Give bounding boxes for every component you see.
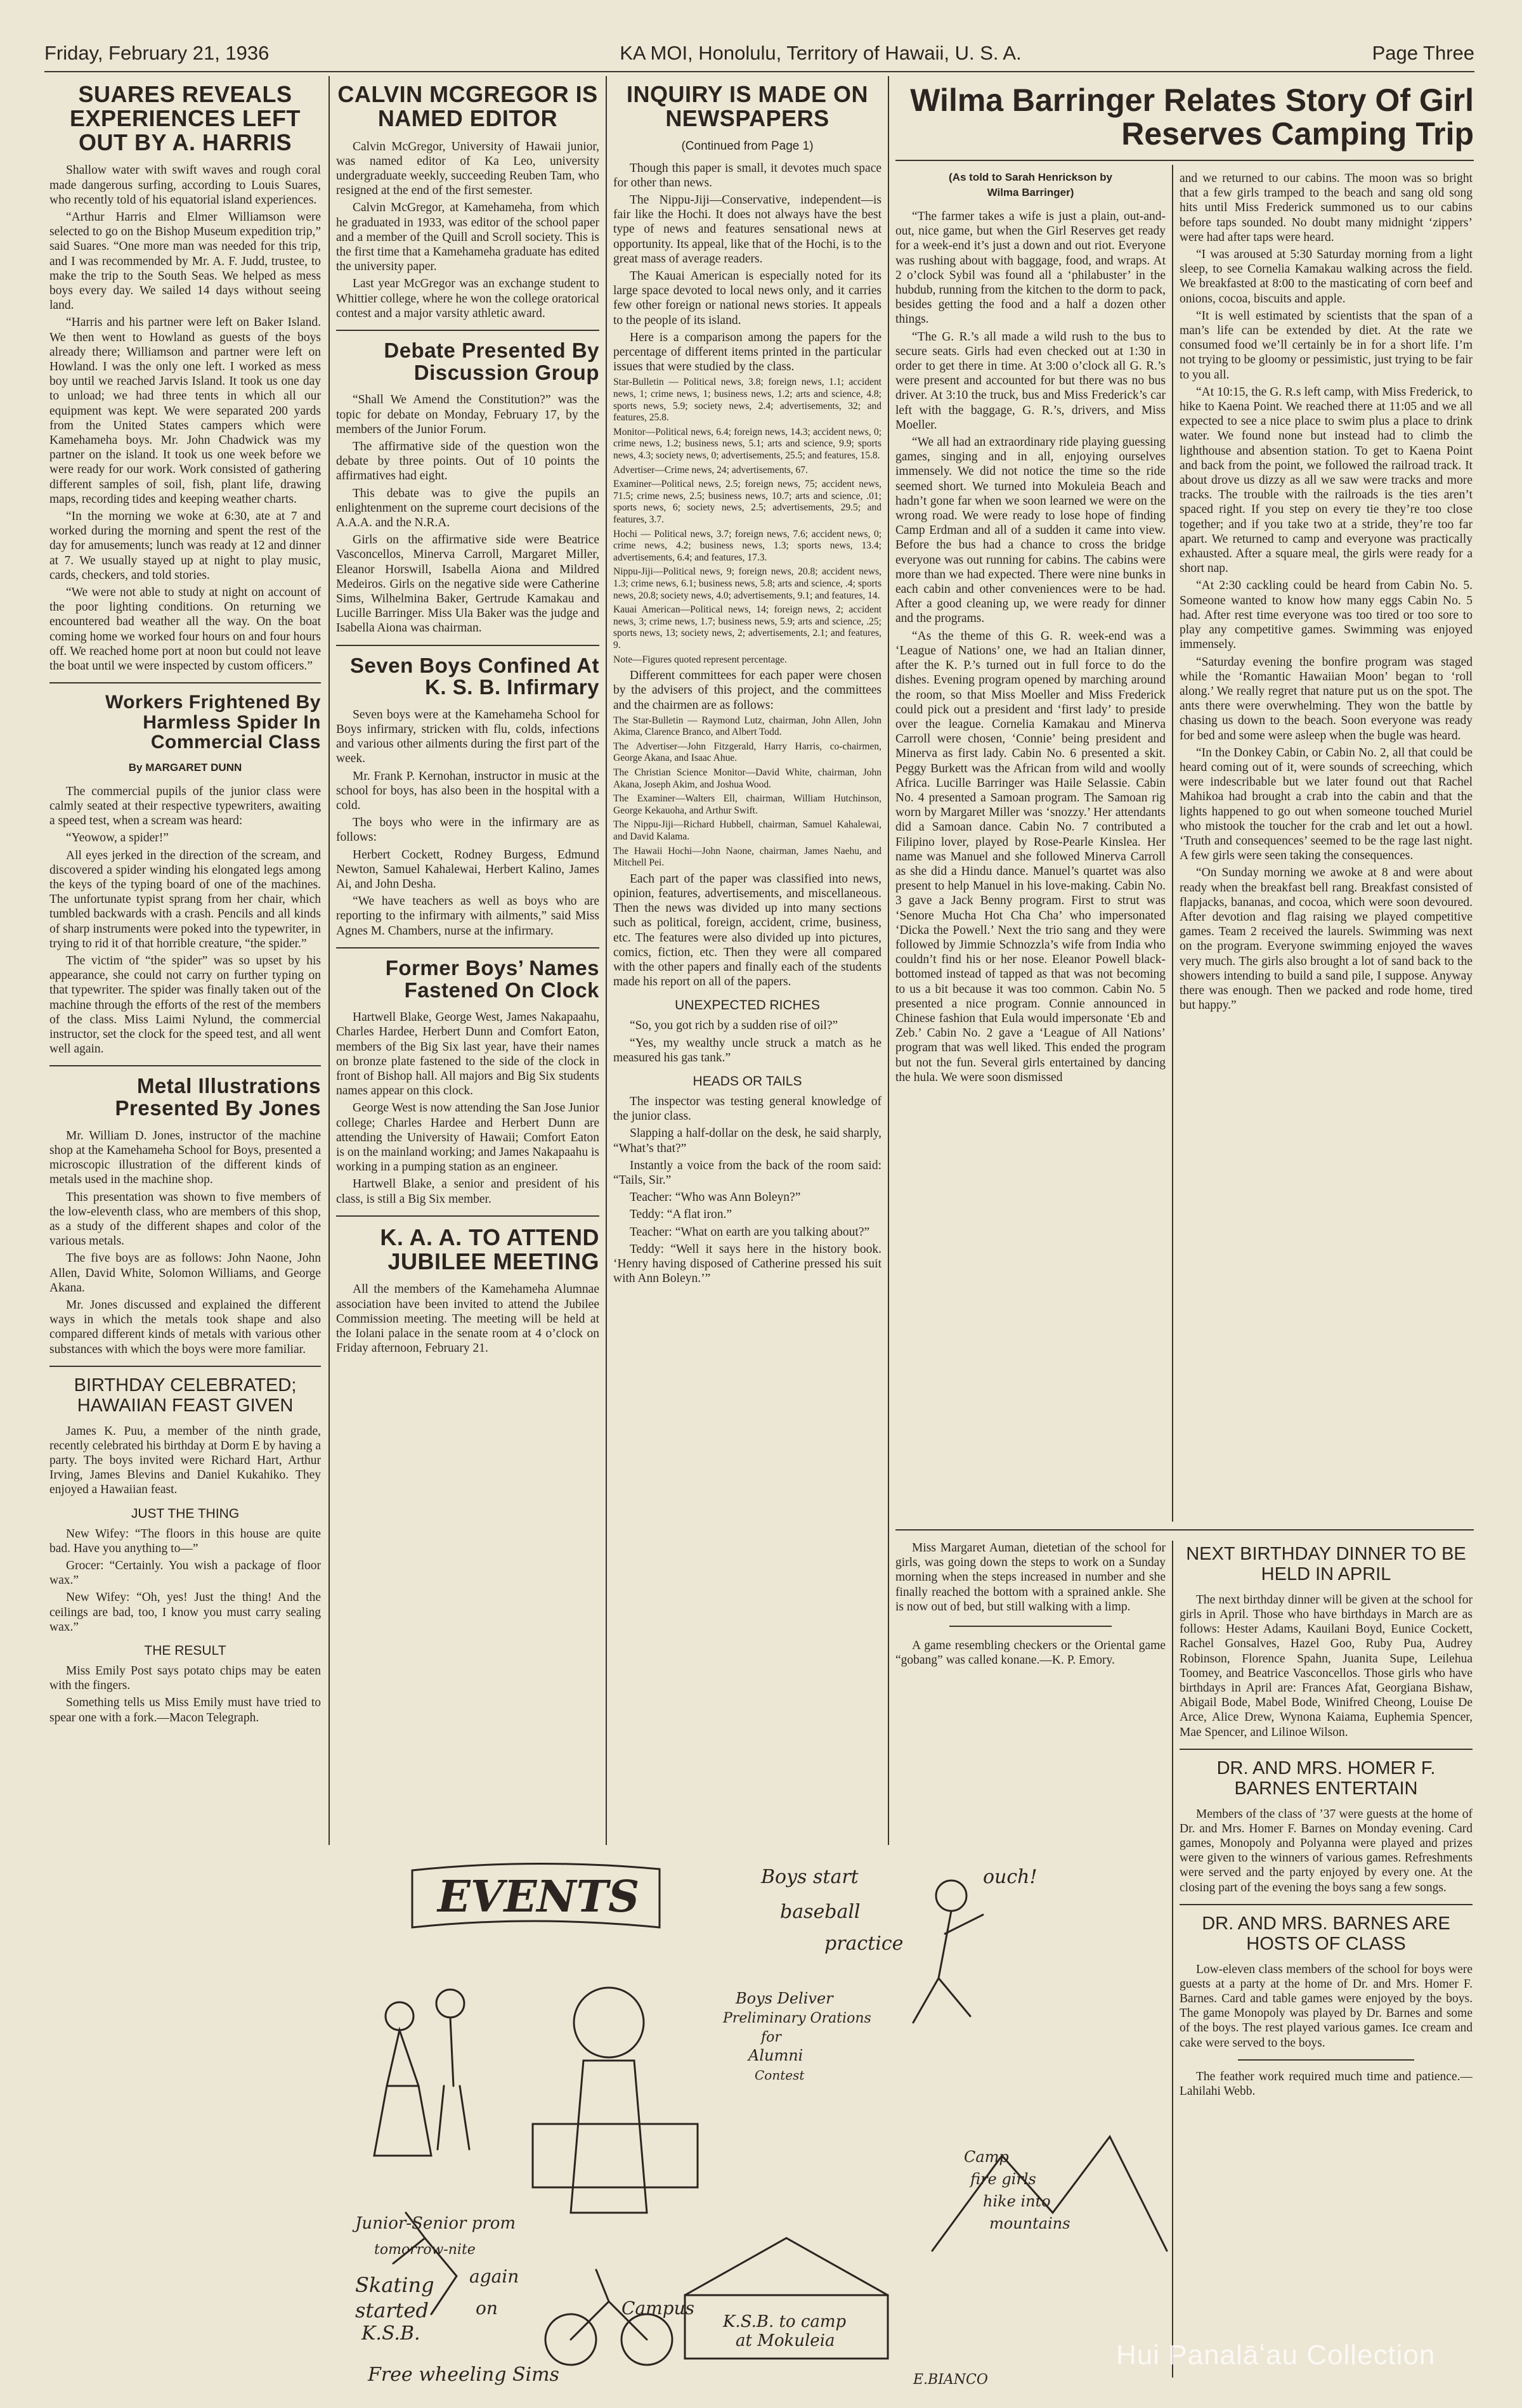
column-rule-1: [328, 76, 330, 1845]
paragraph: The affirmative side of the question won the debate by three points. Out of 10 points the affirmatives had eight.: [336, 439, 599, 483]
paragraph: Each part of the paper was classified into news, opinion, features, advertisements, and miscellaneous. Then the news was divided up into many sections such as political, foreign, accident, crime, business, etc. The features were also divided up into pictures, comics, fiction, etc. Then they were all compared with the other papers and finally each of the students made his report on all of the papers.: [613, 872, 881, 989]
cartoon-caption: Campus: [621, 2298, 694, 2319]
paragraph: Mr. William D. Jones, instructor of the machine shop at the Kamehameha School for Boys, presented a microscopic illustration of the different kinds of metals used in the machine shop.: [49, 1129, 321, 1187]
dancer-figure-icon: [438, 2017, 469, 2149]
article-divider: [49, 1366, 321, 1367]
article-kaa: [336, 1226, 599, 1356]
paragraph: Teddy: “A flat iron.”: [630, 1208, 732, 1222]
paragraph: Though this paper is small, it devotes much space for other than news.: [613, 161, 881, 190]
article-seven-boys: [336, 655, 599, 938]
paragraph: “I was aroused at 5:30 Saturday morning from a light sleep, to see Cornelia Kamakau walking across the field. We breakfasted at 8:00 to the masticating of corn beef and onions, cocoa, biscuits and apple.: [1180, 248, 1473, 306]
stat-line: Star-Bulletin — Political news, 3.8; foreign news, 1.1; accident news, 1; crime news, 1; business news, 1.2; arts and science, 4.8; sports news, 5.9; society news, 2.4; advertisements, 32; and features, 25.8.: [613, 377, 881, 424]
speaker-head-icon: [574, 1988, 644, 2057]
cartoon-caption: Alumni: [748, 2047, 803, 2064]
paragraph: Calvin McGregor, at Kamehameha, from which he graduated in 1933, was editor of the school paper and a member of the Quill and Scroll society. This is the first time that a Kamehameha graduate has edited the university paper.: [336, 201, 599, 274]
paragraph: Instantly a voice from the back of the room said: “Tails, Sir.”: [613, 1158, 881, 1188]
cartoon-caption: fire girls: [970, 2170, 1036, 2188]
artist-signature: E.BIANCO: [913, 2372, 988, 2388]
paragraph: “In the Donkey Cabin, or Cabin No. 2, all that could be heard coming out of it, were sounds of screeching, which were indescribable but we later found out that Rachel Mahikoa had brought a crab into the cabin and that the lights happened to go out when someone touched Muriel who mistook the toucher for the crab and let out a howl. ‘Truth and consequences’ seemed to be the rage last night. A few girls were seen taking the consequences.: [1180, 746, 1473, 863]
paragraph: “At 10:15, the G. R.s left camp, with Miss Frederick, to hike to Kaena Point. We reached there at 11:05 and we all expected to see a nice place to swim plus a place to drink water. We found none but instead had to climb the lighthouse and absention station. To get to Kaena Point and back from the point, we followed the railroad track. It about drove us dizzy as all we saw were tracks and more tracks. The trouble with the railroads is the ties aren’t spaced right. If you step on every tie they’re too close together; and if you take two at a stride, they’re too far apart. We returned to camp and everyone was practically exhausted. After a square meal, the girls were ready for a short nap.: [1180, 385, 1473, 576]
paragraph: “Yeowow, a spider!”: [66, 831, 169, 845]
article-body: [49, 163, 321, 673]
section-rule: [895, 1529, 1474, 1531]
article-divider: [1180, 1749, 1473, 1750]
paragraph: Calvin McGregor, University of Hawaii junior, was named editor of Ka Leo, university undergraduate weekly, succeeding Reuben Tam, who resigned at the end of the first semester.: [336, 139, 599, 198]
paragraph: Something tells us Miss Emily must have tried to spear one with a fork.—Macon Telegraph.: [49, 1696, 321, 1725]
article-divider: [49, 1065, 321, 1066]
cartoon-caption: ouch!: [983, 1866, 1037, 1888]
committee-line: The Christian Science Monitor—David White, chairman, John Akana, Joseph Akim, and Joshua Wood.: [613, 767, 881, 790]
cartoon-caption: hike into: [983, 2192, 1051, 2210]
headline: SUARES REVEALS EXPERIENCES LEFT OUT BY A. HARRIS: [69, 82, 301, 155]
paragraph: “So, you got rich by a sudden rise of oil?”: [630, 1019, 838, 1033]
issue-date: Friday, February 21, 1936: [44, 42, 270, 64]
column-1: [49, 82, 321, 2390]
page-number: Page Three: [1372, 42, 1474, 64]
article-workers: [49, 692, 321, 1056]
cartoon-caption: mountains: [989, 2215, 1070, 2232]
article-divider: [1180, 1904, 1473, 1905]
committee-line: The Examiner—Walters Ell, chairman, William Hutchinson, George Kekauoha, and Arthur Swift.: [613, 793, 881, 816]
article-the-result: [49, 1643, 321, 1725]
paragraph: Teacher: “Who was Ann Boleyn?”: [630, 1191, 801, 1205]
paragraph: “As the theme of this G. R. week-end was a ‘League of Nations’ one, we had an Italian dinner, after the K. P.’s turned out in full force to do the dishes. Evening program opened by marching around the room, so that Miss Moeller and Miss Frederick could pick out a president and ‘first lady’ to preside over the league. Cornelia Kamakau and Minerva Carroll were chosen, ‘Connie’ being president and Minerva as first lady. Cabin No. 6 presented a skit. Peggy Burkett was the African from wild and woolly Africa. Lucille Barringer was Haile Selassie. Cabin No. 4 presented a Samoan program. The Samoan rig worn by Margaret Miller was ‘snozzy.’ Her attendants did a Samoan dance. Cabin No. 7 contributed a Filipino lover, played by Rose-Pearle Kinslea. Her name was Manuel and she followed Minerva Carroll as she did a Hindu dance. Manuel’s quartet was also present to help Manuel in his love-making. Cabin No. 3 gave a Jack Benny program. First to strut was ‘Senore Mucha Hot Cha Cha’ who impersonated ‘Dicka the Powell.’ Next the trio sang and they were followed by Jimmie Schnozzla’s wife from India who couldn’t find his or her nose. Eleanor Powell black-bottomed instead of tapped as that was not becoming to us a bit because it was too common. Cabin No. 5 presented a nice program. Connie announced in Chinese fashion that Eula would impersonate ‘Eb and Zeb.’ Cabin No. 2 gave a ‘League of All Nations’ program that was well liked. This ended the program but not the fun. Several girls entertained by dancing the hula. We were soon dismissed: [895, 629, 1166, 1084]
cartoon-linework: [374, 1863, 1167, 2365]
committee-line: The Nippu-Jiji—Richard Hubbell, chairman, Samuel Kahalewai, and David Kalama.: [613, 819, 881, 843]
headline-rule: [895, 160, 1474, 161]
masthead: [44, 39, 1474, 67]
article-divider: [336, 330, 599, 331]
short-divider: [1238, 2059, 1414, 2061]
headline: Metal Illustrations Presented By Jones: [115, 1074, 321, 1120]
cartoon-caption: at Mokuleia: [736, 2331, 835, 2350]
article-suares: [49, 82, 321, 673]
subhead: HEADS OR TAILS: [693, 1074, 802, 1089]
paragraph: Hartwell Blake, George West, James Nakapaahu, Charles Hardee, Herbert Dunn and Comfort Eaton, members of the Big Six last year, have their names on bronze plate fastened to the side of the clock in front of Bishop hall. All majors and Big Six students names appear on this clock.: [336, 1011, 599, 1098]
dancer-head-icon: [436, 1990, 464, 2017]
paragraph: “We were not able to study at night on account of the poor lighting conditions. On returning we encountered bad weather all the way. On the boat coming home we worked four hours on and four hours off. We reached home port at noon but could not leave the boat until we were inspected by custom officers.”: [49, 586, 321, 673]
paragraph: “Saturday evening the bonfire program was staged while the ‘Romantic Hawaiian Moon’ began to ‘roll along.’ We really regret that nature put us on the spot. The ants there were overwhelming. They won the battle by chasing us down to the beach. Soon everyone was ready for bed and some were asleep when the bugle was heard.: [1180, 655, 1473, 742]
paper-name: KA MOI, Honolulu, Territory of Hawaii, U. S. A.: [620, 42, 1022, 64]
column-rule-4: [1172, 165, 1173, 1522]
short-divider: [949, 1626, 1112, 1627]
dancer-head-icon: [386, 2002, 413, 2030]
paragraph: “Shall We Amend the Constitution?” was the topic for debate on Monday, February 17, by the members of the Junior Forum.: [336, 393, 599, 436]
column-3: [613, 82, 881, 1845]
article-divider: [336, 947, 599, 948]
paragraph: This debate was to give the pupils an enlightenment on the supreme court decisions of the A.A.A. and the N.R.A.: [336, 486, 599, 529]
paragraph: The commercial pupils of the junior class were calmly seated at their respective typewriters, awaiting a speed test, when a scream was heard:: [49, 784, 321, 828]
paragraph: The inspector was testing general knowledge of the junior class.: [613, 1095, 881, 1123]
paragraph: The Nippu-Jiji—Conservative, independent—is fair like the Hochi. It does not always have the best type of news and features sensational news at opportunity. Its appeal, like that of the Hochi, is to the great mass of average readers.: [613, 193, 881, 266]
headline: BIRTHDAY CELEBRATED; HAWAIIAN FEAST GIVEN: [74, 1375, 297, 1416]
article-divider: [336, 1215, 599, 1217]
cartoon-caption: K.S.B. to camp: [723, 2312, 847, 2331]
paragraph: Herbert Cockett, Rodney Burgess, Edmund Newton, Samuel Kahalewai, Herbert Kalino, James Ai, and John Desha.: [336, 848, 599, 891]
stat-line: Examiner—Political news, 2.5; foreign news, 75; accident news, 71.5; crime news, 2.5; business news, 10.7; arts and science, .01; sports news, 6; society news, 2.5; advertisements, 29.5; and features, 3.7.: [613, 479, 881, 525]
headline: DR. AND MRS. BARNES ARE HOSTS OF CLASS: [1202, 1913, 1450, 1954]
dancer-dress-icon: [374, 2030, 431, 2156]
committee-line: The Advertiser—John Fitzgerald, Harry Harris, co-chairmen, George Akana, and Isaac Ahue.: [613, 741, 881, 764]
ball-player-head-icon: [936, 1880, 966, 1911]
paragraph: A game resembling checkers or the Oriental game “gobang” was called konane.—K. P. Emory.: [895, 1639, 1166, 1667]
paragraph: Teacher: “What on earth are you talking about?”: [630, 1225, 870, 1239]
cartoon-title: EVENTS: [438, 1872, 640, 1922]
article-debate: [336, 340, 599, 636]
ball-player-icon: [913, 1911, 983, 2023]
paragraph: “In the morning we woke at 6:30, ate at 7 and worked during the morning and spent the rest of the day for amusements; lunch was ready at 12 and dinner at 7. We usually stayed up at night to play music, cards, checkers, and told stories.: [49, 510, 321, 582]
paragraph: “Arthur Harris and Elmer Williamson were selected to go on the Bishop Museum expedition trip,” said Suares. “One more man was needed for this trip, and I was recommended by Mr. A. F. Judd, trustee, to make the trip to the South Seas. We helped as mess boys every day. We sailed 14 days without seeing land.: [49, 210, 321, 313]
paragraph: Last year McGregor was an exchange student to Whittier college, where he won the college oratorical contest and a major varsity athletic award.: [336, 277, 599, 320]
cartoon-caption: baseball: [780, 1901, 861, 1923]
byline: By MARGARET DUNN: [128, 761, 242, 774]
paragraph: New Wifey: “Oh, yes! Just the thing! And the ceilings are bad, too, I know you must carry sealing wax.”: [49, 1591, 321, 1634]
cartoon-caption: practice: [824, 1932, 904, 1955]
column-right-bottom: [1180, 1541, 1473, 2378]
paragraph: and we returned to our cabins. The moon was so bright that a few girls tramped to the beach and sang old song hits until Miss Frederick summoned us to our cabins before taps sounded. No doubt many midnight ‘zippers’ were had after taps were heard.: [1180, 172, 1473, 244]
stat-line: Monitor—Political news, 6.4; foreign news, 14.3; accident news, 0; crime news, 1.2; business news, 5.1; arts and science, 9.9; sports news, 4.3; society news, 0; advertisements, 25.5; and features, 15.8.: [613, 426, 881, 461]
subhead: THE RESULT: [144, 1643, 226, 1658]
wilma-headline-box: [895, 84, 1474, 160]
article-inquiry: [613, 82, 881, 989]
column-rule-2: [606, 76, 607, 1845]
cartoon-caption: Skating: [355, 2273, 434, 2297]
article-divider: [49, 682, 321, 683]
article-auman: [895, 1541, 1166, 1845]
paragraph: Hartwell Blake, a senior and president of his class, is still a Big Six member.: [336, 1177, 599, 1206]
committee-line: The Star-Bulletin — Raymond Lutz, chairman, John Allen, John Akima, Clarence Branco, and Albert Todd.: [613, 715, 881, 738]
stat-line: Hochi — Political news, 3.7; foreign news, 7.6; accident news, 0; crime news, 4.2; business news, 1.3; sports news, 13.4; advertisements, 6.4; and features, 17.3.: [613, 528, 881, 563]
column-rule-3: [888, 76, 889, 1845]
paragraph: “The farmer takes a wife is just a plain, out-and-out, nice game, but when the Girl Reserves get ready for a week-end it’s just a down and out riot. Everyone was rushing about with baggage, food, and wraps. At 2 o’clock Sybil was found all a ‘philabuster’ in the hubdub, running from the kitchen to the dorm to pack, besides getting the food and a half a dozen other things.: [895, 210, 1166, 327]
subhead: UNEXPECTED RICHES: [675, 998, 820, 1013]
headline: DR. AND MRS. HOMER F. BARNES ENTERTAIN: [1216, 1757, 1436, 1799]
stat-line: Nippu-Jiji—Political news, 9; foreign news, 20.8; accident news, 1.3; crime news, 6.1; business news, 5.8; arts and science, .4; sports news, 20.8; society news, 4.0; advertisements, 9.1; and features, 14.: [613, 566, 881, 601]
podium-icon: [533, 2124, 698, 2187]
cartoon-caption: again: [469, 2266, 519, 2287]
paragraph: “On Sunday morning we awoke at 8 and were about ready when the breakfast bell rang. Breakfast consisted of flapjacks, bananas, and cocoa, which were soon devoured. After devotion and flag raising we played competitive games. Team 2 received the laurels. Swimming was next on the program. Everyone swimming enjoyed the waves very much. The girls also brought a lot of sand back to the showers intending to build a sand pile, I suppose. Anyway there was enough. Then we packed and rode home, tired but happy.”: [1180, 866, 1473, 1013]
wilma-column-2: [1180, 171, 1473, 1522]
paragraph: Here is a comparison among the papers for the percentage of different items printed in the particular issues that were studied by the class.: [613, 330, 881, 374]
stat-line: Note—Figures quoted represent percentage.: [613, 654, 787, 665]
cartoon-caption: Contest: [755, 2068, 805, 2083]
collection-watermark: Hui Panalāʻau Collection: [1116, 2340, 1436, 2371]
paragraph: Teddy: “Well it says here in the history book. ‘Henry having disposed of Catherine pressed his suit with Ann Boleyn.’”: [613, 1242, 881, 1286]
article-heads-or-tails: [613, 1074, 881, 1286]
article-calvin: [336, 82, 599, 321]
subhead: JUST THE THING: [131, 1506, 240, 1521]
paragraph: Miss Emily Post says potato chips may be eaten with the fingers.: [49, 1664, 321, 1693]
article-metal: [49, 1075, 321, 1356]
cartoon-caption: Boys Deliver: [736, 1990, 833, 2007]
headline: Debate Presented By Discussion Group: [384, 339, 599, 384]
paragraph: The victim of “the spider” was so upset by his appearance, she could not carry on further typing on that typewriter. The spider was finally taken out of the machine through the efforts of the rest of the members of the class. Miss Laimi Nylund, the commercial instructor, set the clock for the speed test, and all went well again.: [49, 954, 321, 1056]
stat-line: Advertiser—Crime news, 24; advertisements, 67.: [613, 464, 808, 476]
article-just-the-thing: [49, 1506, 321, 1634]
headline: Wilma Barringer Relates Story Of Girl Reserves Camping Trip: [910, 84, 1474, 152]
paragraph: James K. Puu, a member of the ninth grade, recently celebrated his birthday at Dorm E by having a party. The boys invited were Richard Hart, Arthur Irving, James Blevins and Daniel Kukahiko. They enjoyed a Hawaiian feast.: [49, 1424, 321, 1497]
headline: NEXT BIRTHDAY DINNER TO BE HELD IN APRIL: [1186, 1544, 1466, 1584]
paragraph: “We have teachers as well as boys who are reporting to the infirmary with ailments,” said Miss Agnes M. Chambers, nurse at the infirmary.: [336, 895, 599, 938]
paragraph: Shallow water with swift waves and rough coral made dangerous surfing, according to Louis Suares, who recently told of his equatorial island experiences.: [49, 164, 321, 207]
paragraph: This presentation was shown to five members of the low-eleventh class, who are members of this shop, as a study of the different shapes and color of the various metals.: [49, 1190, 321, 1248]
paragraph: Miss Margaret Auman, dietetian of the school for girls, was going down the steps to work on a Sunday morning when the steps increased in number and she finally reached the bottom with a sprained ankle. She is now out of bed, but still walking with a limp.: [895, 1541, 1166, 1614]
committee-line: The Hawaii Hochi—John Naone, chairman, James Naehu, and Mitchell Pei.: [613, 845, 881, 869]
cartoon-caption: Free wheeling Sims: [368, 2364, 559, 2386]
paragraph: “The G. R.’s all made a wild rush to the bus to secure seats. Girls had even checked out at 1:30 in order to get there in time. At 3:00 o’clock all G. R.’s were present and accounted for but there was no bus driver. At 3:10 the truck, bus and Miss Frederick’s car left with the baggage, G. R.’s, drivers, and Miss Moeller.: [895, 330, 1166, 432]
article-divider: [336, 645, 599, 646]
stat-line: Kauai American—Political news, 14; foreign news, 2; accident news, 3; crime news, 1.7; business news, 5.9; arts and science, .25; sports news, 13; society news, 2; advertisements, 2.1; and features, 9.: [613, 604, 881, 651]
speaker-body-icon: [571, 2061, 647, 2213]
paragraph: Slapping a half-dollar on the desk, he said sharply, “What’s that?”: [613, 1127, 881, 1155]
article-next-birthday: [1180, 1544, 1473, 1740]
article-homer-barnes: [1180, 1759, 1473, 1895]
headline: Former Boys’ Names Fastened On Clock: [385, 955, 599, 1002]
column-2: [336, 82, 599, 1845]
paragraph: All the members of the Kamehameha Alumnae association have been invited to attend the Jubilee Commission meeting. The meeting will be held at the Iolani palace in the senate room at 4 o’clock on Friday afternoon, February 21.: [336, 1283, 599, 1356]
paragraph: “Harris and his partner were left on Baker Island. We then went to Howland as guests of the boys already there; Williamson and partner were left on Howland. I was the only one left. I worked as mess boy until we reached Jarvis Island. It took us one day to unload; we had three tents in which all our equipment was kept. We were separated 200 yards from the United States campers which were Kamehameha boys. Mr. John Chadwick was my partner on the island. It took us one week before we were ready for our work. Work consisted of gathering different samples of soil, fish, plant life, drawing maps, recording tides and keeping weather charts.: [49, 316, 321, 506]
paragraph: Members of the class of ’37 were guests at the home of Dr. and Mrs. Homer F. Barnes on Monday evening. Card games, Monopoly and Polyanna were played and prizes were given to the winners of various games. Refreshments were served and the party enjoyed by every one. At the closing part of the evening the boys sang a few songs.: [1180, 1807, 1473, 1894]
wilma-column-1: [895, 171, 1166, 1522]
article-barnes-hosts: [1180, 1914, 1473, 2099]
masthead-rule: [44, 71, 1474, 72]
cartoon-caption: Junior-Senior prom: [355, 2214, 516, 2233]
headline: Seven Boys Confined At K. S. B. Infirmary: [350, 653, 599, 699]
headline: Workers Frightened By Harmless Spider In Commercial Class: [105, 692, 321, 753]
paragraph: Different committees for each paper were chosen by the advisers of this project, and the committees and the chairmen are as follows:: [613, 669, 881, 712]
headline: K. A. A. TO ATTEND JUBILEE MEETING: [380, 1224, 599, 1274]
paragraph: “At 2:30 cackling could be heard from Cabin No. 5. Someone wanted to know how many eggs Cabin No. 5 had. After rest time everyone was too tired or too sore to play any competitive games. Swimming was enjoyed immensely.: [1180, 579, 1473, 652]
paragraph: The next birthday dinner will be given at the school for girls in April. Those who have birthdays in March are as follows: Hester Adams, Kauilani Boyd, Eunice Cockett, Rachel Gonsalves, Hazel Goo, Ruby Pua, Audrey Robinson, Florence Spahn, Juanita Supe, Leilehua Toomey, and Beatrice Vasconcellos. Those girls who have birthdays in April are: Frances Afat, Georgiana Bishaw, Abigail Bode, Mabel Bode, Winifred Cheong, Louise De Arce, Alice Drew, Wynona Kaiama, Euphemia Spencer, Mae Spencer, and Lilinoe Wilson.: [1180, 1593, 1473, 1739]
cartoon-caption: Boys start: [761, 1866, 859, 1888]
headline: INQUIRY IS MADE ON NEWSPAPERS: [626, 82, 869, 131]
paragraph: The five boys are as follows: John Naone, John Allen, David White, Solomon Williams, and George Akana.: [49, 1252, 321, 1295]
byline: (As told to Sarah Henrickson by: [949, 171, 1112, 183]
events-cartoon: [342, 1858, 1173, 2390]
byline: Wilma Barringer): [987, 186, 1074, 198]
paragraph: Girls on the affirmative side were Beatrice Vasconcellos, Minerva Carroll, Margaret Miller, Eleanor Horswill, Isabella Aiona and Mildred Medeiros. Girls on the negative side were Catherine Sims, Wilhelmina Baker, Gertrude Kamakau and Lucille Barringer. Miss Ula Baker was the judge and Isabella Aiona was chairman.: [336, 533, 599, 635]
cartoon-caption: K.S.B.: [361, 2322, 420, 2345]
paragraph: The Kauai American is especially noted for its large space devoted to local news only, and it carries few other foreign or national news stories. It appeals to the people of its island.: [613, 269, 881, 327]
paragraph: “We all had an extraordinary ride playing guessing games, singing and in all, enjoying ourselves immensely. We did not notice the time so the ride seemed short. We turned into Mokuleia Beach and hadn’t gone far when we soon learned we were on the wrong road. We were ready to lose hope of finding Camp Erdman and all of a sudden it came into view. Before the bus had a chance to cross the bridge everyone was out running for cabins. The cabins were more than we had expected. There were nine bunks in each cabin and other conveniences were to be had. After a good cleaning up, we were ready for dinner and the programs.: [895, 436, 1166, 626]
cartoon-caption: Camp: [964, 2148, 1009, 2166]
paragraph: “Yes, my wealthy uncle struck a match as he measured his gas tank.”: [613, 1036, 881, 1065]
paragraph: New Wifey: “The floors in this house are quite bad. Have you anything to—”: [49, 1527, 321, 1555]
cartoon-caption: started: [355, 2298, 429, 2322]
continued-note: (Continued from Page 1): [681, 139, 814, 153]
article-birthday: [49, 1376, 321, 1498]
paragraph: “It is well estimated by scientists that the span of a man’s life can be extended by diet. At the rate we consumed food we’ll certainly be in for a short life. I’m not trying to be gloomy or pessimistic, just trying to be fair to you all.: [1180, 309, 1473, 382]
paragraph: The feather work required much time and patience.—Lahilahi Webb.: [1180, 2069, 1473, 2099]
paragraph: Seven boys were at the Kamehameha School for Boys infirmary, stricken with flu, colds, infections and various other ailments during the first part of the week.: [336, 708, 599, 766]
cartoon-caption: Preliminary Orations: [723, 2010, 871, 2026]
cartoon-caption: for: [761, 2029, 781, 2045]
cartoon-caption: on: [476, 2298, 498, 2319]
paragraph: Mr. Frank P. Kernohan, instructor in music at the school for boys, has also been in the hospital with a cold.: [336, 769, 599, 813]
headline: CALVIN MCGREGOR IS NAMED EDITOR: [337, 82, 598, 131]
paragraph: Mr. Jones discussed and explained the different ways in which the metals took shape and also compared different kinds of metals with various other substances with which the boys were more familiar.: [49, 1298, 321, 1356]
cartoon-caption: tomorrow-nite: [374, 2242, 476, 2258]
paragraph: Grocer: “Certainly. You wish a package of floor wax.”: [49, 1558, 321, 1588]
paragraph: All eyes jerked in the direction of the scream, and discovered a spider winding his elongated legs among the keys of the typing board of one of the machines. The unfortunate typist sprang from her chair, which tumbled backwards with a crash. Pencils and all kinds of sharp instruments were poked into the typewriter, in trying to rid it of that horrible creature, “the spider.”: [49, 848, 321, 950]
paragraph: Low-eleven class members of the school for boys were guests at a party at the home of Dr. and Mrs. Homer F. Barnes. Card and table games were enjoyed by the boys. The game Monopoly was played by Dr. Barnes and some of the boys. The rest played various games. Ice cream and cake were served to the boys.: [1180, 1962, 1473, 2050]
article-former-boys: [336, 957, 599, 1207]
paragraph: The boys who were in the infirmary are as follows:: [336, 816, 599, 845]
paragraph: George West is now attending the San Jose Junior college; Charles Hardee and Herbert Dunn are attending the University of Hawaii; Comfort Eaton is on the mainland working; and James Nakapaahu is working in a pumping station as an engineer.: [336, 1101, 599, 1174]
article-unexpected-riches: [613, 998, 881, 1065]
